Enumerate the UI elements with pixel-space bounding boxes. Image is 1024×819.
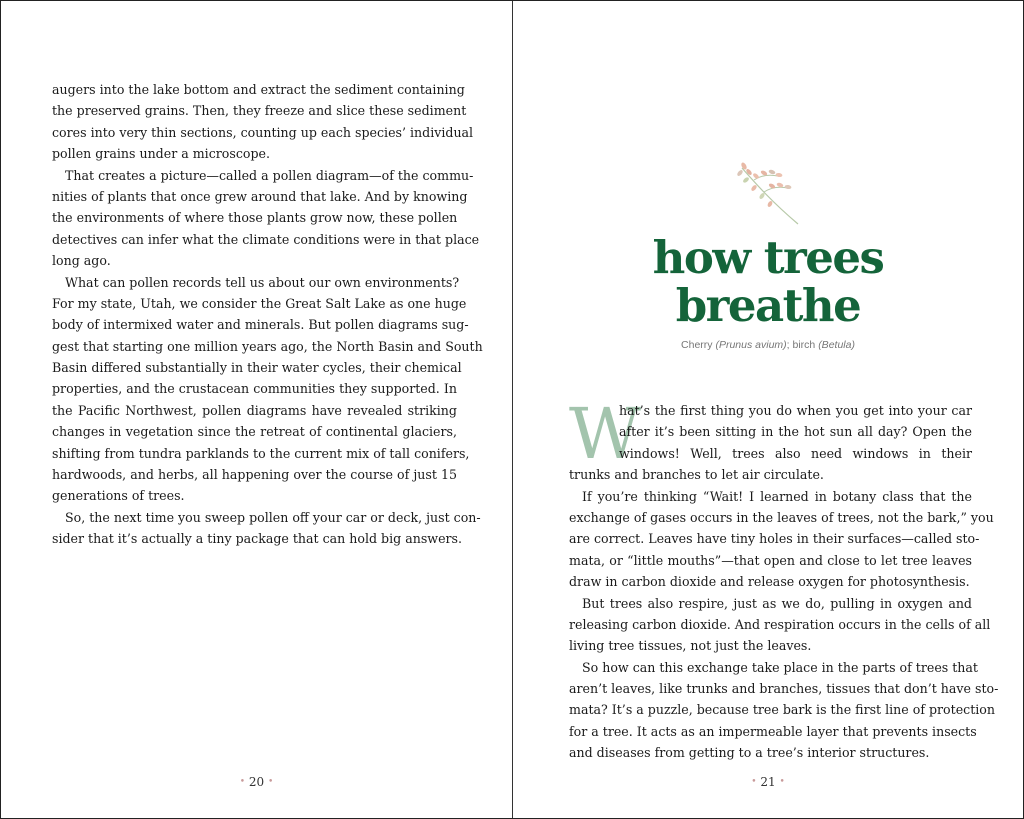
page-number-value: 20 <box>248 775 265 789</box>
text-line: trunks and branches to let air circulate. <box>569 467 824 483</box>
text-line: Basin differed substantially in their water cycles, their chemical <box>52 360 462 376</box>
text-line: What can pollen records tell us about our own environments? <box>65 274 460 290</box>
text-line: the Pacific Northwest, pollen diagrams have revealed striking <box>52 402 457 418</box>
text-line: for a tree. It acts as an impermeable layer that prevents insects <box>569 723 977 739</box>
caption-separator: ; birch <box>786 339 819 351</box>
text-line: windows! Well, trees also need windows in their <box>619 445 972 461</box>
text-line: mata, or “little mouths”—that open and close to let tree leaves <box>569 552 972 568</box>
text-line: nities of plants that once grew around that lake. And by knowing <box>52 188 468 204</box>
text-line: are correct. Leaves have tiny holes in their surfaces—called sto- <box>569 531 980 547</box>
text-line: changes in vegetation since the retreat of continental glaciers, <box>52 424 457 440</box>
text-line: sider that it’s actually a tiny package that can hold big answers. <box>52 531 463 547</box>
text-line: body of intermixed water and minerals. But pollen diagrams sug- <box>52 317 469 333</box>
text-line: after it’s been sitting in the hot sun all day? Open the <box>619 424 972 440</box>
cherry-birch-sprig-icon <box>734 158 804 228</box>
text-line: So how can this exchange take place in the parts of trees that <box>582 659 978 675</box>
text-line: the environments of where those plants grow now, these pollen <box>52 210 458 226</box>
folio-dot-icon: • <box>267 777 274 787</box>
caption-latin-name: (Betula) <box>818 339 855 351</box>
text-line: releasing carbon dioxide. And respiration occurs in the cells of all <box>569 616 991 632</box>
text-line: detectives can infer what the climate conditions were in that place <box>52 231 480 247</box>
text-line: But trees also respire, just as we do, pulling in oxygen and <box>582 595 972 611</box>
text-line: augers into the lake bottom and extract the sediment containing <box>52 82 465 97</box>
page-number <box>1 775 512 789</box>
text-line: and diseases from getting to a tree’s interior structures. <box>569 745 930 761</box>
right-page-body <box>569 393 999 764</box>
text-line: pollen grains under a microscope. <box>52 146 270 162</box>
text-line: For my state, Utah, we consider the Great Salt Lake as one huge <box>52 295 467 311</box>
left-page-body <box>52 79 483 550</box>
text-line: exchange of gases occurs in the leaves of trees, not the bark,” you <box>569 509 994 525</box>
folio-dot-icon: • <box>779 777 785 787</box>
text-line: hardwoods, and herbs, all happening over the course of just 15 <box>52 467 457 483</box>
folio-dot-icon: • <box>751 777 757 787</box>
text-line: properties, and the crustacean communities they supported. In <box>52 381 457 397</box>
text-line: the preserved grains. Then, they freeze and slice these sediment <box>52 103 467 119</box>
text-line: hat’s the first thing you do when you get into your car <box>619 403 972 418</box>
text-line: If you’re thinking “Wait! I learned in botany class that the <box>582 488 972 504</box>
text-line: generations of trees. <box>52 488 185 504</box>
ornament-caption <box>513 339 1023 351</box>
right-page <box>513 1 1023 818</box>
text-line: draw in carbon dioxide and release oxygen for photosynthesis. <box>569 574 970 590</box>
text-line: aren’t leaves, like trunks and branches, tissues that don’t have sto- <box>569 681 999 697</box>
chapter-title-line-1: how trees <box>652 231 884 284</box>
text-line: long ago. <box>52 253 111 269</box>
page-number <box>513 775 1023 789</box>
text-line: cores into very thin sections, counting up each species’ individual <box>52 124 474 140</box>
caption-latin-name: (Prunus avium) <box>715 339 787 351</box>
caption-common-name: Cherry <box>681 339 716 351</box>
text-line: So, the next time you sweep pollen off your car or deck, just con- <box>65 509 481 525</box>
text-line: That creates a picture—called a pollen diagram—of the commu- <box>65 167 474 183</box>
left-page <box>1 1 512 818</box>
drop-cap: W <box>569 393 641 475</box>
chapter-title-line-2: breathe <box>675 279 861 332</box>
page-number-value: 21 <box>760 775 776 789</box>
text-line: living tree tissues, not just the leaves. <box>569 638 812 654</box>
text-line: shifting from tundra parklands to the current mix of tall conifers, <box>52 445 470 461</box>
folio-dot-icon: • <box>239 777 246 787</box>
text-line: mata? It’s a puzzle, because tree bark is the first line of protection <box>569 702 995 718</box>
text-line: gest that starting one million years ago, the North Basin and South <box>52 338 483 354</box>
